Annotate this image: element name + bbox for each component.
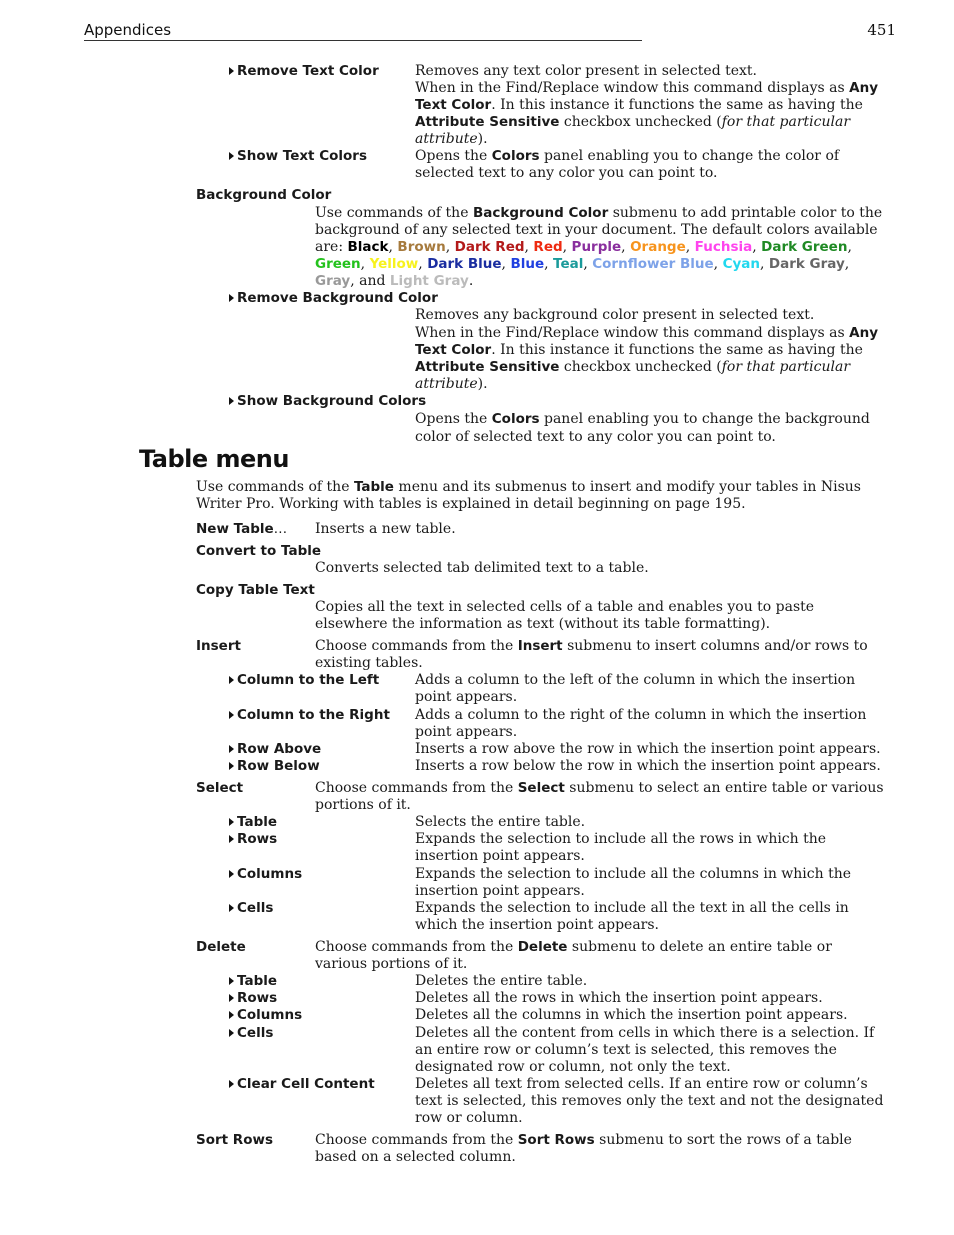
color-name-black: Black (347, 239, 389, 255)
submenu-item-clear-cell-content: Clear Cell Content (229, 1076, 375, 1093)
header-rule (84, 40, 642, 41)
column-to-the-left-desc: Adds a column to the left of the column in which the insertion point appears. (415, 672, 856, 705)
color-name-dark-blue: Dark Blue (427, 256, 502, 272)
remove-text-color-desc: Removes any text color present in selected text. When in the Find/Replace window this command displays as Any Text Color. In this instance it functions the same as having the Attribute Sensitive checkbox unchecked (for that particular attribute). (415, 63, 879, 147)
background-color-desc: Use commands of the Background Color submenu to add printable color to the background of any selected text in your document. The default colors available are: Black, Brown, Dark Red, Red, Purple, Orange, Fuchsia, Dark Green, Green, Yellow, Dark Blue, Blue, Teal, Cornflower Blue, Cyan, Dark Gray, Gray, and Light Gray. (315, 205, 883, 289)
menu-item-show-background-colors: Show Background Colors (229, 393, 426, 410)
submenu-arrow-icon (229, 745, 234, 753)
color-name-fuchsia: Fuchsia (694, 239, 753, 255)
color-separator: , (501, 256, 511, 272)
submenu-item-delete-rows: Rows (229, 990, 277, 1007)
submenu-arrow-icon (229, 762, 234, 770)
color-name-green: Green (315, 256, 361, 272)
select-rows-desc: Expands the selection to include all the rows in which the insertion point appears. (415, 831, 827, 864)
page-number: 451 (867, 21, 896, 39)
row-below-desc: Inserts a row below the row in which the insertion point appears. (415, 758, 881, 774)
section-heading-table-menu: Table menu (139, 445, 289, 473)
submenu-arrow-icon (229, 1029, 234, 1037)
submenu-arrow-icon (229, 676, 234, 684)
menu-item-background-color: Background Color (196, 187, 332, 203)
row-above-desc: Inserts a row above the row in which the insertion point appears. (415, 741, 881, 757)
color-name-cornflower-blue: Cornflower Blue (592, 256, 714, 272)
color-name-brown: Brown (397, 239, 446, 255)
submenu-arrow-icon (229, 904, 234, 912)
color-separator: , (844, 256, 850, 272)
clear-cell-content-desc: Deletes all text from selected cells. If an entire row or column’s text is selected, this removes only the text and not the designated row or column. (415, 1076, 884, 1126)
color-separator: , (583, 256, 593, 272)
menu-item-delete: Delete (196, 939, 246, 955)
color-name-dark-gray: Dark Gray (768, 256, 845, 272)
delete-rows-desc: Deletes all the rows in which the insertion point appears. (415, 990, 823, 1006)
menu-item-select: Select (196, 780, 244, 796)
color-name-teal: Teal (553, 256, 584, 272)
default-color-list (315, 239, 852, 289)
submenu-item-row-below: Row Below (229, 758, 320, 775)
menu-item-remove-text-color: Remove Text Color (229, 63, 379, 80)
submenu-item-select-cells: Cells (229, 900, 273, 917)
select-desc: Choose commands from the Select submenu to select an entire table or various portions of it. (315, 780, 884, 813)
delete-table-desc: Deletes the entire table. (415, 973, 588, 989)
color-name-cyan: Cyan (722, 256, 760, 272)
submenu-item-select-table: Table (229, 814, 277, 831)
menu-item-copy-table-text: Copy Table Text (196, 582, 315, 598)
new-table-desc: Inserts a new table. (315, 521, 456, 537)
submenu-item-select-rows: Rows (229, 831, 277, 848)
color-name-light-gray: Light Gray (389, 273, 469, 289)
submenu-arrow-icon (229, 1011, 234, 1019)
remove-background-color-desc: Removes any background color present in selected text. When in the Find/Replace window this command displays as Any Text Color. In this instance it functions the same as having the Attribute Sensitive checkbox unchecked (for that particular attribute). (415, 307, 879, 392)
menu-item-convert-to-table: Convert to Table (196, 543, 322, 559)
color-separator: , (760, 256, 769, 272)
copy-table-text-desc: Copies all the text in selected cells of a table and enables you to paste elsewhere the information as text (without its table formatting). (315, 599, 815, 632)
color-separator: , (360, 256, 370, 272)
show-text-colors-desc: Opens the Colors panel enabling you to change the color of selected text to any color you can point to. (415, 148, 840, 181)
color-name-gray: Gray (315, 273, 351, 289)
submenu-arrow-icon (229, 1080, 234, 1088)
color-name-blue: Blue (510, 256, 545, 272)
submenu-item-delete-columns: Columns (229, 1007, 302, 1024)
select-table-desc: Selects the entire table. (415, 814, 586, 830)
delete-desc: Choose commands from the Delete submenu to delete an entire table or various portions of it. (315, 939, 832, 972)
submenu-arrow-icon (229, 152, 234, 160)
running-header-section: Appendices (84, 21, 172, 39)
color-separator: , (562, 239, 572, 255)
menu-item-sort-rows: Sort Rows (196, 1132, 273, 1148)
color-separator: , (445, 239, 455, 255)
submenu-item-row-above: Row Above (229, 741, 321, 758)
color-separator: , (685, 239, 695, 255)
color-separator: , (752, 239, 762, 255)
submenu-item-delete-cells: Cells (229, 1025, 273, 1042)
color-name-purple: Purple (571, 239, 622, 255)
color-name-dark-red: Dark Red (454, 239, 525, 255)
select-columns-desc: Expands the selection to include all the columns in which the insertion point appears. (415, 866, 851, 899)
menu-item-insert: Insert (196, 638, 241, 654)
color-name-yellow: Yellow (369, 256, 419, 272)
submenu-item-select-columns: Columns (229, 866, 302, 883)
show-background-colors-desc: Opens the Colors panel enabling you to change the background color of selected text to any color you can point to. (415, 411, 870, 445)
submenu-arrow-icon (229, 711, 234, 719)
color-name-dark-green: Dark Green (761, 239, 848, 255)
color-separator: , (713, 256, 723, 272)
color-separator: , (544, 256, 554, 272)
menu-item-new-table: New Table… (196, 521, 288, 537)
insert-desc: Choose commands from the Insert submenu to insert columns and/or rows to existing tables. (315, 638, 868, 671)
submenu-arrow-icon (229, 835, 234, 843)
menu-item-remove-background-color: Remove Background Color (229, 290, 438, 307)
color-separator: , (524, 239, 534, 255)
color-separator: , (418, 256, 428, 272)
select-cells-desc: Expands the selection to include all the text in all the cells in which the insertion point appears. (415, 900, 849, 933)
submenu-arrow-icon (229, 870, 234, 878)
submenu-arrow-icon (229, 977, 234, 985)
submenu-arrow-icon (229, 397, 234, 405)
color-name-red: Red (533, 239, 563, 255)
color-separator: . (468, 273, 474, 289)
submenu-arrow-icon (229, 67, 234, 75)
convert-to-table-desc: Converts selected tab delimited text to a table. (315, 560, 649, 576)
delete-cells-desc: Deletes all the content from cells in which there is a selection. If an entire row or column’s text is selected, this removes the designated row or column, not only the text. (415, 1025, 875, 1075)
submenu-arrow-icon (229, 994, 234, 1002)
color-separator: , (388, 239, 398, 255)
color-name-orange: Orange (630, 239, 686, 255)
submenu-item-column-to-the-right: Column to the Right (229, 707, 390, 724)
color-separator: , (847, 239, 852, 255)
submenu-item-delete-table: Table (229, 973, 277, 990)
submenu-item-column-to-the-left: Column to the Left (229, 672, 379, 689)
table-menu-intro: Use commands of the Table menu and its submenus to insert and modify your tables in Nisus Writer Pro. Working with tables is explained in detail beginning on page 195. (196, 479, 861, 512)
color-separator: , and (350, 273, 390, 289)
color-separator: , (621, 239, 631, 255)
column-to-the-right-desc: Adds a column to the right of the column in which the insertion point appears. (415, 707, 867, 740)
delete-columns-desc: Deletes all the columns in which the insertion point appears. (415, 1007, 848, 1023)
submenu-arrow-icon (229, 294, 234, 302)
submenu-arrow-icon (229, 818, 234, 826)
menu-item-show-text-colors: Show Text Colors (229, 148, 367, 165)
sort-rows-desc: Choose commands from the Sort Rows submenu to sort the rows of a table based on a selected column. (315, 1132, 852, 1165)
